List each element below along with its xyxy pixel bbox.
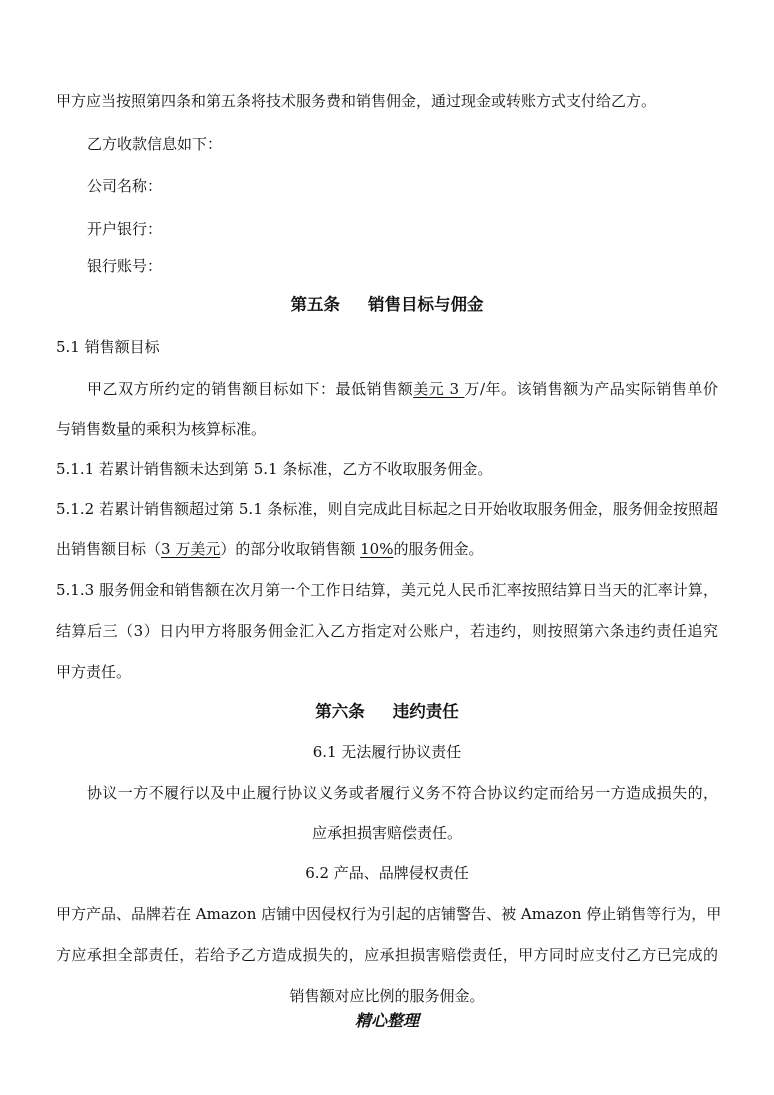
article6-number: 第六条 [315,702,365,721]
section-5-1-3-line3: 甲方责任。 [56,663,132,681]
section-5-1-2-line1: 5.1.2 若累计销售额超过第 5.1 条标准，则自完成此目标起之日开始收取服务佣金，服务佣金按照超 [56,500,718,518]
section-5-1-1: 5.1.1 若累计销售额未达到第 5.1 条标准，乙方不收取服务佣金。 [56,460,493,478]
section-6-2-line3: 销售额对应比例的服务佣金。 [289,987,485,1005]
article5-title: 销售目标与佣金 [368,295,484,314]
section-6-1-line1: 协议一方不履行以及中止履行协议义务或者履行义务不符合协议约定而给另一方造成损失的， [87,784,718,802]
account-label: 银行账号： [87,257,163,275]
receipt-info-label: 乙方收款信息如下： [87,135,223,153]
article6-heading [0,702,774,722]
company-name-label: 公司名称： [87,177,163,195]
footer-text: 精心整理 [354,1011,419,1030]
section-6-2-line2: 方应承担全部责任，若给予乙方造成损失的，应承担损害赔偿责任，甲方同时应支付乙方已完成的 [56,946,718,964]
commission-rate: 10% [360,540,394,558]
min-sales-amount: 美元 3 [413,380,465,398]
article5-number: 第五条 [290,295,340,314]
sales-target-amount: 3 万美元 [161,540,221,558]
bank-label: 开户银行： [87,220,163,238]
section-5-1-3-line1: 5.1.3 服务佣金和销售额在次月第一个工作日结算，美元兑人民币汇率按照结算日当天的汇率计算， [56,581,718,599]
article6-title: 违约责任 [392,702,459,721]
section-5-1-title: 5.1 销售额目标 [56,338,160,356]
article5-heading [0,295,774,315]
payment-text: 甲方应当按照第四条和第五条将技术服务费和销售佣金，通过现金或转账方式支付给乙方。 [56,92,657,110]
section-6-1-title: 6.1 无法履行协议责任 [312,743,462,761]
section-5-1-paragraph-line2: 与销售数量的乘积为核算标准。 [56,420,267,438]
section-6-2-line1: 甲方产品、品牌若在 Amazon 店铺中因侵权行为引起的店铺警告、被 Amazon 停止销售等行为，甲 [56,905,722,923]
section-5-1-2-line2: 出销售额目标（3 万美元）的部分收取销售额 10%的服务佣金。 [56,540,484,558]
section-6-2-title: 6.2 产品、品牌侵权责任 [305,864,469,882]
section-5-1-paragraph-line1: 甲乙双方所约定的销售额目标如下：最低销售额美元 3 万/年。该销售额为产品实际销售单价 [87,380,718,398]
section-5-1-3-line2: 结算后三（3）日内甲方将服务佣金汇入乙方指定对公账户，若违约，则按照第六条违约责任追究 [56,622,718,640]
section-6-1-line2: 应承担损害赔偿责任。 [311,824,462,842]
